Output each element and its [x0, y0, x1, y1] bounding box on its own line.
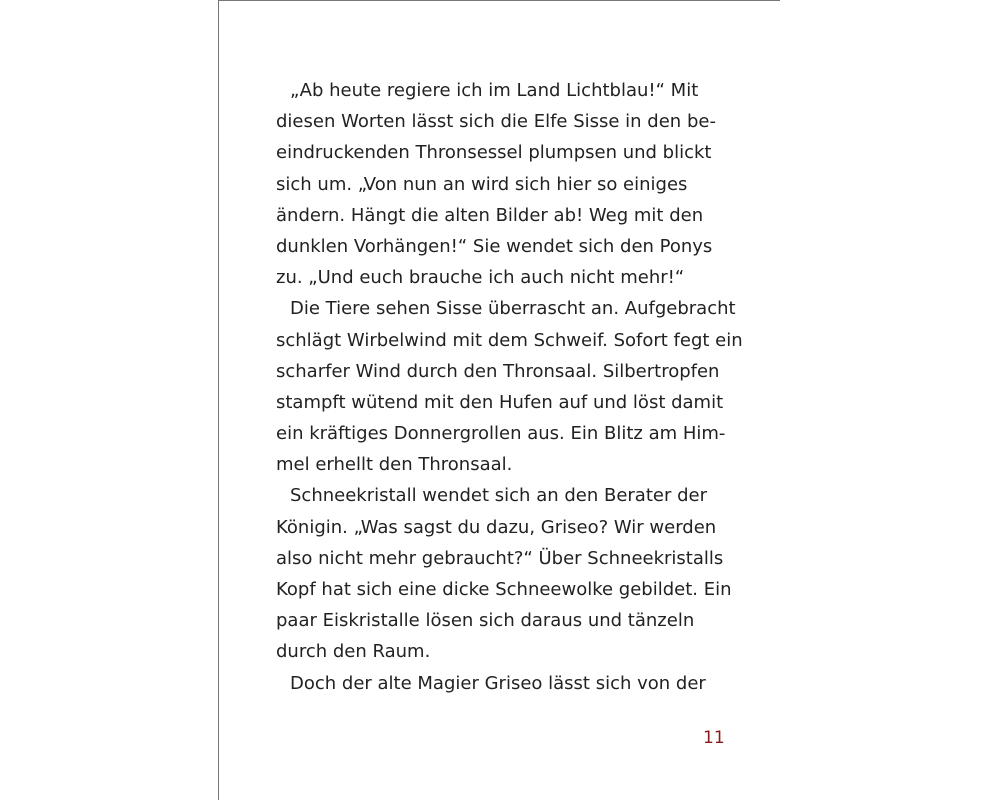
text-line: stampft wütend mit den Hufen auf und löst damit [276, 391, 724, 413]
text-line: mel erhellt den Thronsaal. [276, 454, 513, 476]
paragraph-4 [276, 668, 746, 699]
text-line: Schneekristall wendet sich an den Berater der [290, 485, 707, 507]
paragraph-2 [276, 293, 746, 480]
paragraph-3 [276, 480, 746, 667]
page-number: 11 [703, 728, 725, 748]
text-line: Doch der alte Magier Griseo lässt sich von der [290, 672, 706, 694]
text-line: scharfer Wind durch den Thronsaal. Silbertropfen [276, 360, 720, 382]
text-line: ein kräftiges Donnergrollen aus. Ein Blitz am Him- [276, 423, 726, 445]
body-text [276, 75, 746, 699]
text-line: also nicht mehr gebraucht?“ Über Schneekristalls [276, 547, 724, 569]
text-line: zu. „Und euch brauche ich auch nicht mehr!“ [276, 267, 685, 289]
text-line: durch den Raum. [276, 641, 431, 663]
text-line: Kopf hat sich eine dicke Schneewolke gebildet. Ein [276, 579, 732, 600]
book-page [218, 0, 780, 800]
text-line: Die Tiere sehen Sisse überrascht an. Aufgebracht [290, 298, 736, 320]
text-line: „Ab heute regiere ich im Land Lichtblau!“ Mit [290, 80, 699, 101]
text-line: eindruckenden Thronsessel plumpsen und blickt [276, 142, 712, 164]
text-line: schlägt Wirbelwind mit dem Schweif. Sofort fegt ein [276, 329, 743, 351]
text-line: paar Eiskristalle lösen sich daraus und tänzeln [276, 610, 695, 632]
text-line: ändern. Hängt die alten Bilder ab! Weg mit den [276, 204, 704, 226]
text-line: sich um. „Von nun an wird sich hier so einiges [276, 173, 688, 195]
text-line: diesen Worten lässt sich die Elfe Sisse in den be- [276, 111, 716, 133]
text-line: Königin. „Was sagst du dazu, Griseo? Wir werden [276, 516, 717, 538]
paragraph-1 [276, 75, 746, 293]
text-line: dunklen Vorhängen!“ Sie wendet sich den Ponys [276, 235, 713, 257]
